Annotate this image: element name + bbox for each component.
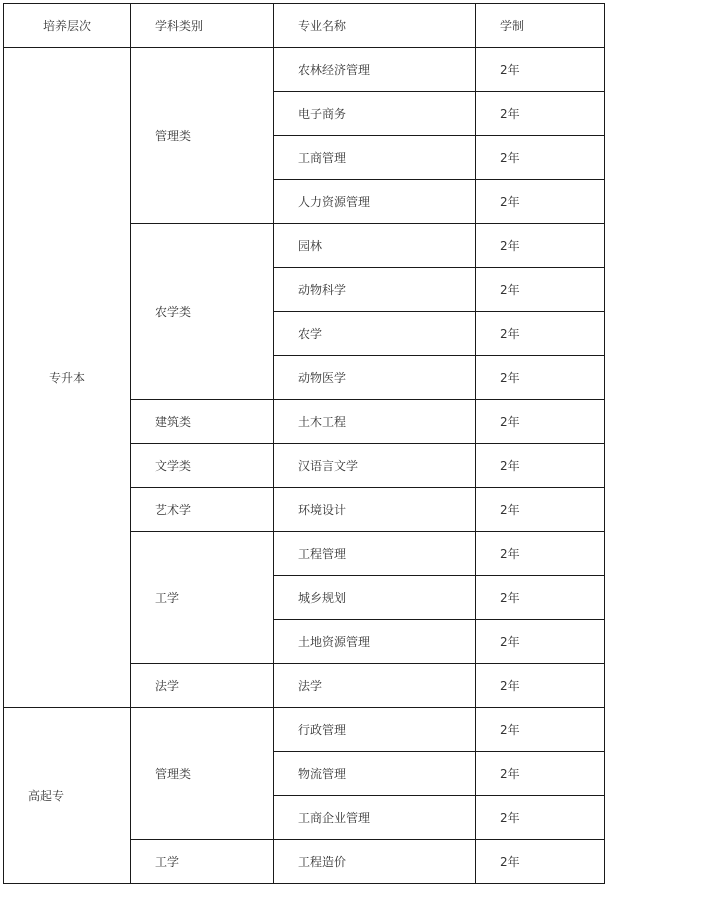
major-cell: 动物科学 (274, 268, 476, 312)
header-row (4, 4, 605, 48)
table-row (4, 708, 605, 752)
category-cell: 农学类 (131, 224, 274, 400)
major-cell: 法学 (274, 664, 476, 708)
header-level: 培养层次 (4, 4, 131, 48)
duration-cell: 2年 (476, 664, 605, 708)
duration-cell: 2年 (476, 796, 605, 840)
major-cell: 土木工程 (274, 400, 476, 444)
major-cell: 土地资源管理 (274, 620, 476, 664)
duration-cell: 2年 (476, 180, 605, 224)
major-cell: 工程造价 (274, 840, 476, 884)
major-cell: 工程管理 (274, 532, 476, 576)
major-cell: 人力资源管理 (274, 180, 476, 224)
category-cell: 管理类 (131, 708, 274, 840)
category-cell: 建筑类 (131, 400, 274, 444)
level-cell: 高起专 (4, 708, 131, 884)
major-cell: 电子商务 (274, 92, 476, 136)
duration-cell: 2年 (476, 488, 605, 532)
level-cell: 专升本 (4, 48, 131, 708)
duration-cell: 2年 (476, 532, 605, 576)
category-cell: 文学类 (131, 444, 274, 488)
category-cell: 工学 (131, 840, 274, 884)
duration-cell: 2年 (476, 268, 605, 312)
major-cell: 行政管理 (274, 708, 476, 752)
major-cell: 动物医学 (274, 356, 476, 400)
major-cell: 农学 (274, 312, 476, 356)
duration-cell: 2年 (476, 752, 605, 796)
major-cell: 农林经济管理 (274, 48, 476, 92)
table-row (4, 48, 605, 92)
duration-cell: 2年 (476, 444, 605, 488)
programs-table (3, 3, 605, 884)
major-cell: 园林 (274, 224, 476, 268)
major-cell: 环境设计 (274, 488, 476, 532)
category-cell: 艺术学 (131, 488, 274, 532)
duration-cell: 2年 (476, 400, 605, 444)
duration-cell: 2年 (476, 576, 605, 620)
category-cell: 法学 (131, 664, 274, 708)
header-major: 专业名称 (274, 4, 476, 48)
header-category: 学科类别 (131, 4, 274, 48)
duration-cell: 2年 (476, 356, 605, 400)
major-cell: 汉语言文学 (274, 444, 476, 488)
duration-cell: 2年 (476, 92, 605, 136)
major-cell: 物流管理 (274, 752, 476, 796)
duration-cell: 2年 (476, 224, 605, 268)
header-duration: 学制 (476, 4, 605, 48)
major-cell: 城乡规划 (274, 576, 476, 620)
duration-cell: 2年 (476, 136, 605, 180)
category-cell: 工学 (131, 532, 274, 664)
major-cell: 工商企业管理 (274, 796, 476, 840)
duration-cell: 2年 (476, 48, 605, 92)
duration-cell: 2年 (476, 708, 605, 752)
duration-cell: 2年 (476, 312, 605, 356)
duration-cell: 2年 (476, 840, 605, 884)
major-cell: 工商管理 (274, 136, 476, 180)
category-cell: 管理类 (131, 48, 274, 224)
duration-cell: 2年 (476, 620, 605, 664)
